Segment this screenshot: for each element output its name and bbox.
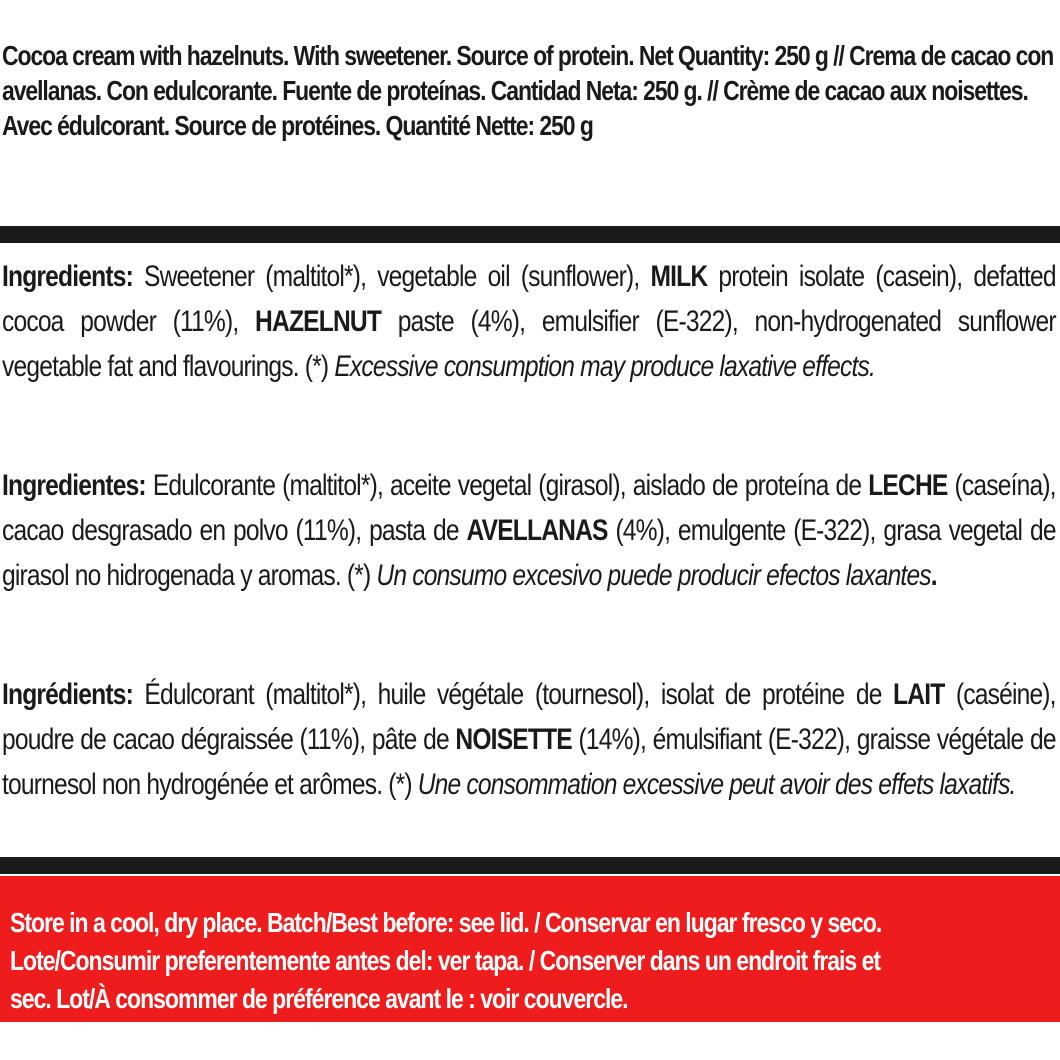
ingredients-text: (caséine), poudre de cacao dégraissée (11%), pâte de [2,678,1056,756]
storage-instructions [10,904,1051,1018]
ingredients-text: Sweetener (maltitol*), vegetable oil (sunflower), [132,260,651,293]
allergen-hazelnut: NOISETTE [455,723,572,756]
storage-line: Store in a cool, dry place. Batch/Best before: see lid. / Conservar en lugar fresco y seco. [10,907,882,938]
ingredients-text: paste (4%), emulsifier (E-322), non-hydrogenated sunflower vegetable fat and flavourings. (*) [2,305,1056,383]
storage-line: sec. Lot/À consommer de préférence avant le : voir couvercle. [10,983,628,1014]
ingredients-text: Edulcorante (maltitol*), aceite vegetal (girasol), aislado de proteína de [145,469,869,502]
allergen-milk: LAIT [893,678,945,711]
storage-line: Lote/Consumir preferentemente antes del: ver tapa. / Conserver dans un endroit frais et [10,945,881,976]
laxative-warning: Une consommation excessive peut avoir des effets laxatifs. [417,768,1016,801]
ingredients-text: Édulcorant (maltitol*), huile végétale (tournesol), isolat de protéine de [132,678,894,711]
ingredients-text: (14%), émulsifiant (E-322), graisse végétale de tournesol non hydrogénée et arômes. (*) [2,723,1056,801]
ingredients-text: (caseína), cacao desgrasado en polvo (11%), pasta de [2,469,1056,547]
product-description: Cocoa cream with hazelnuts. With sweetener. Source of protein. Net Quantity: 250 g // Crema de cacao con avellanas. Con edulcorante. Fuente de proteínas. Cantidad Neta: 250 g. // Crème de cacao aux noisettes. Avec édulcorant. Source de protéines. Quantité Nette: 250 g [2,40,1054,141]
divider-top [0,226,1060,243]
ingredients-spanish [2,463,1056,598]
laxative-warning: Excessive consumption may produce laxative effects. [334,350,875,383]
ingredients-english [2,254,1056,389]
ingredients-text: protein isolate (casein), defatted cocoa powder (11%), [2,260,1056,338]
ingredients-heading: Ingrédients: [2,678,133,711]
ingredients-heading: Ingredientes: [2,469,146,502]
storage-banner [0,876,1060,1022]
allergen-hazelnut: AVELLANAS [466,514,608,547]
allergen-milk: MILK [650,260,708,293]
allergen-hazelnut: HAZELNUT [255,305,382,338]
laxative-warning: Un consumo excesivo puede producir efectos laxantes [376,559,931,592]
divider-bottom [0,857,1060,874]
ingredients-end: . [930,559,937,592]
allergen-milk: LECHE [868,469,948,502]
ingredients-text: (4%), emulgente (E-322), grasa vegetal de girasol no hidrogenada y aromas. (*) [2,514,1056,592]
ingredients-heading: Ingredients: [2,260,133,293]
ingredients-french [2,672,1056,807]
